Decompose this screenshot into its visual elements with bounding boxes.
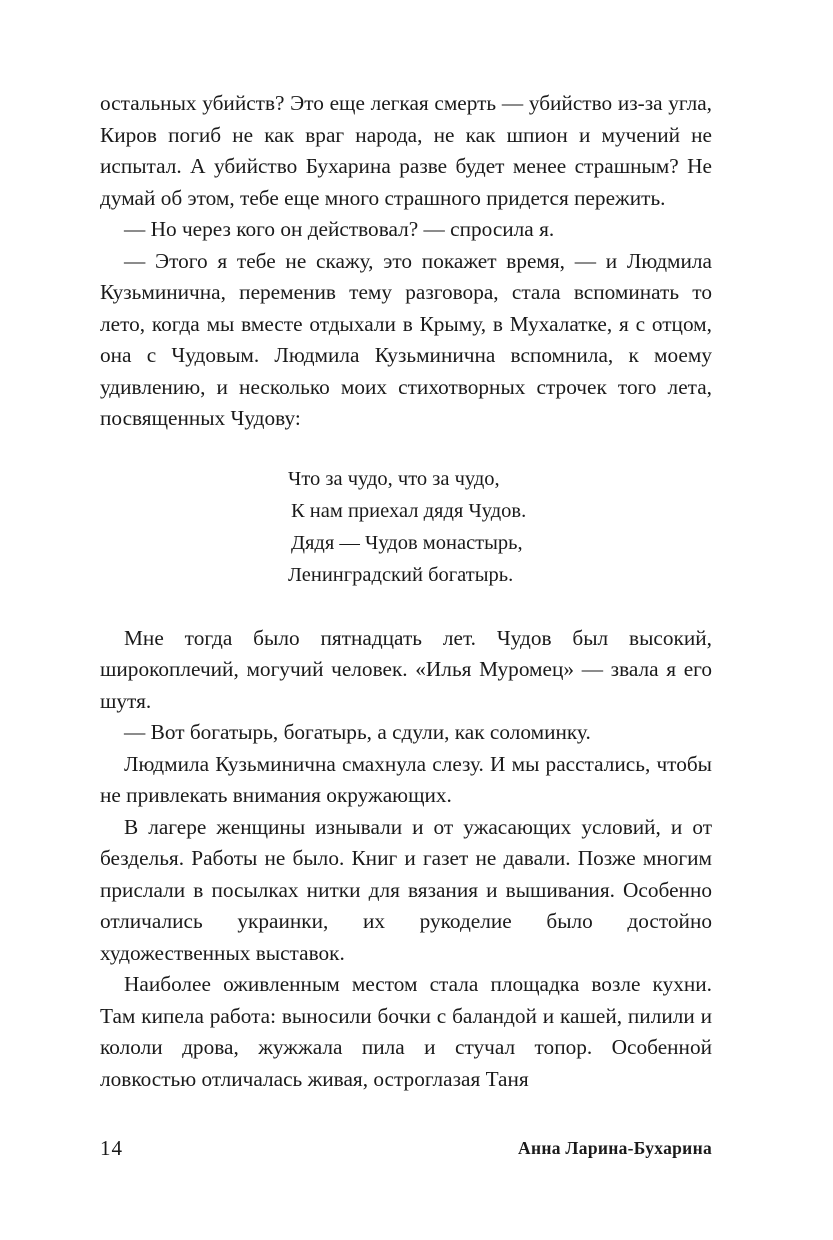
text-after-poem	[100, 623, 712, 1096]
paragraph-1: остальных убийств? Это еще легкая смерть — убийство из-за угла, Киров погиб не как враг народа, не как шпион и мучений не испытал. А убийство Бухарина разве будет менее страшным? Не думай об этом, тебе еще много страшного придется пережить.	[100, 91, 712, 210]
poem	[288, 463, 712, 591]
poem-line-4: Ленинградский богатырь.	[288, 563, 514, 586]
running-title: Анна Ларина-Бухарина	[518, 1138, 712, 1158]
page-footer	[100, 1136, 712, 1162]
page-number: 14	[100, 1136, 123, 1160]
paragraph-8: Наиболее оживленным местом стала площадка возле кухни. Там кипела работа: выносили бочки с баландой и кашей, пилили и кололи дрова, жужжала пила и стучал топор. Особенной ловкостью отличалась живая, остроглазая Таня	[100, 972, 712, 1091]
paragraph-3: — Этого я тебе не скажу, это покажет время, — и Людмила Кузьминична, переменив тему разговора, стала вспоминать то лето, когда мы вместе отдыхали в Крыму, в Мухалатке, я с отцом, она с Чудовым. Людмила Кузьминична вспомнила, к моему удивлению, и несколько моих стихотворных строчек того лета, посвященных Чудову:	[100, 248, 712, 430]
book-page	[100, 88, 712, 1095]
poem-line-3: Дядя — Чудов монастырь,	[291, 531, 523, 554]
poem-line-1: Что за чудо, что за чудо,	[288, 467, 500, 490]
paragraph-5: — Вот богатырь, богатырь, а сдули, как соломинку.	[124, 720, 591, 744]
text-before-poem	[100, 88, 712, 435]
paragraph-7: В лагере женщины изнывали и от ужасающих условий, и от безделья. Работы не было. Книг и газет не давали. Позже многим прислали в посылках нитки для вязания и вышивания. Особенно отличались украинки, их рукоделие было достойно художественных выставок.	[100, 814, 712, 965]
poem-line-2: К нам приехал дядя Чудов.	[291, 499, 527, 522]
paragraph-6: Людмила Кузьминична смахнула слезу. И мы расстались, чтобы не привлекать внимания окружающих.	[100, 751, 712, 807]
paragraph-4: Мне тогда было пятнадцать лет. Чудов был высокий, широкоплечий, могучий человек. «Илья Муромец» — звала я его шутя.	[100, 625, 712, 713]
paragraph-2: — Но через кого он действовал? — спросила я.	[124, 217, 555, 241]
